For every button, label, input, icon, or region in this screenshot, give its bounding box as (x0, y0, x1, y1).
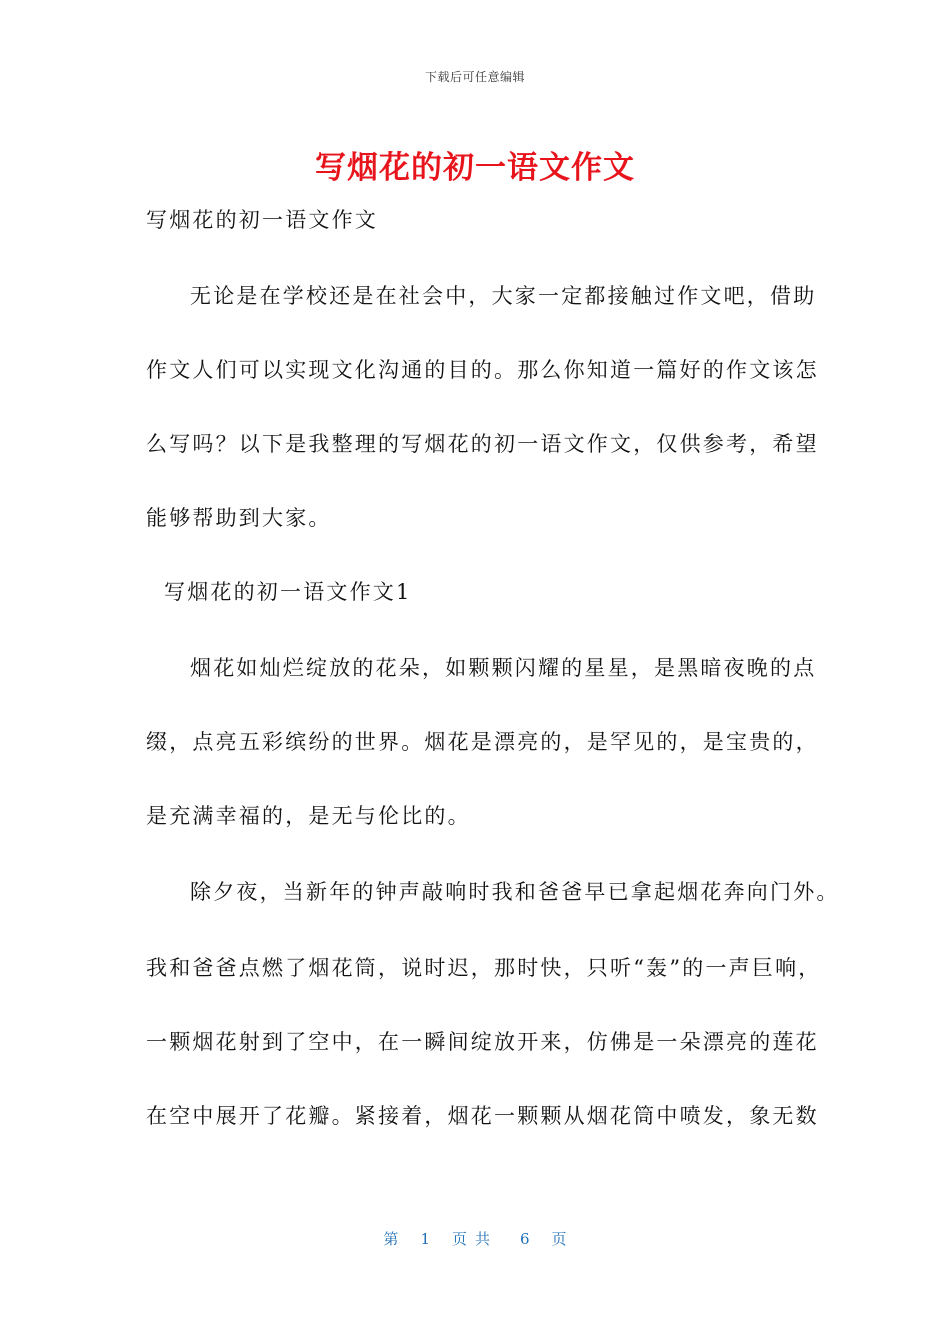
paragraph-line: 一颗烟花射到了空中，在一瞬间绽放开来，仿佛是一朵漂亮的莲花 (146, 1030, 819, 1054)
section-heading: 写烟花的初一语文作文1 (164, 580, 412, 604)
paragraph-line: 除夕夜，当新年的钟声敲响时我和爸爸早已拿起烟花奔向门外。 (190, 880, 840, 904)
paragraph-line: 作文人们可以实现文化沟通的目的。那么你知道一篇好的作文该怎 (146, 358, 819, 382)
paragraph-line: 在空中展开了花瓣。紧接着，烟花一颗颗从烟花筒中喷发，象无数 (146, 1104, 819, 1128)
paragraph-line: 缀，点亮五彩缤纷的世界。烟花是漂亮的，是罕见的，是宝贵的， (146, 730, 819, 754)
page-footer (0, 1228, 950, 1249)
footer-page-prefix: 第 (383, 1230, 399, 1248)
document-title: 写烟花的初一语文作文 (315, 150, 635, 186)
footer-page-suffix: 页 (551, 1230, 567, 1248)
header-note: 下载后可任意编辑 (424, 70, 525, 84)
paragraph-line: 烟花如灿烂绽放的花朵，如颗颗闪耀的星星，是黑暗夜晚的点 (190, 656, 817, 680)
paragraph-line: 无论是在学校还是在社会中，大家一定都接触过作文吧，借助 (190, 284, 817, 308)
paragraph-line: 我和爸爸点燃了烟花筒，说时迟，那时快，只听“轰”的一声巨响， (146, 956, 822, 980)
footer-page-mid: 页共 (451, 1230, 498, 1248)
paragraph-line: 么写吗？以下是我整理的写烟花的初一语文作文，仅供参考，希望 (146, 432, 819, 456)
footer-current-page: 1 (420, 1230, 430, 1248)
footer-total-pages: 6 (520, 1230, 530, 1248)
subtitle-line: 写烟花的初一语文作文 (146, 208, 378, 232)
paragraph-line: 是充满幸福的，是无与伦比的。 (146, 804, 471, 828)
paragraph-line: 能够帮助到大家。 (146, 506, 332, 530)
